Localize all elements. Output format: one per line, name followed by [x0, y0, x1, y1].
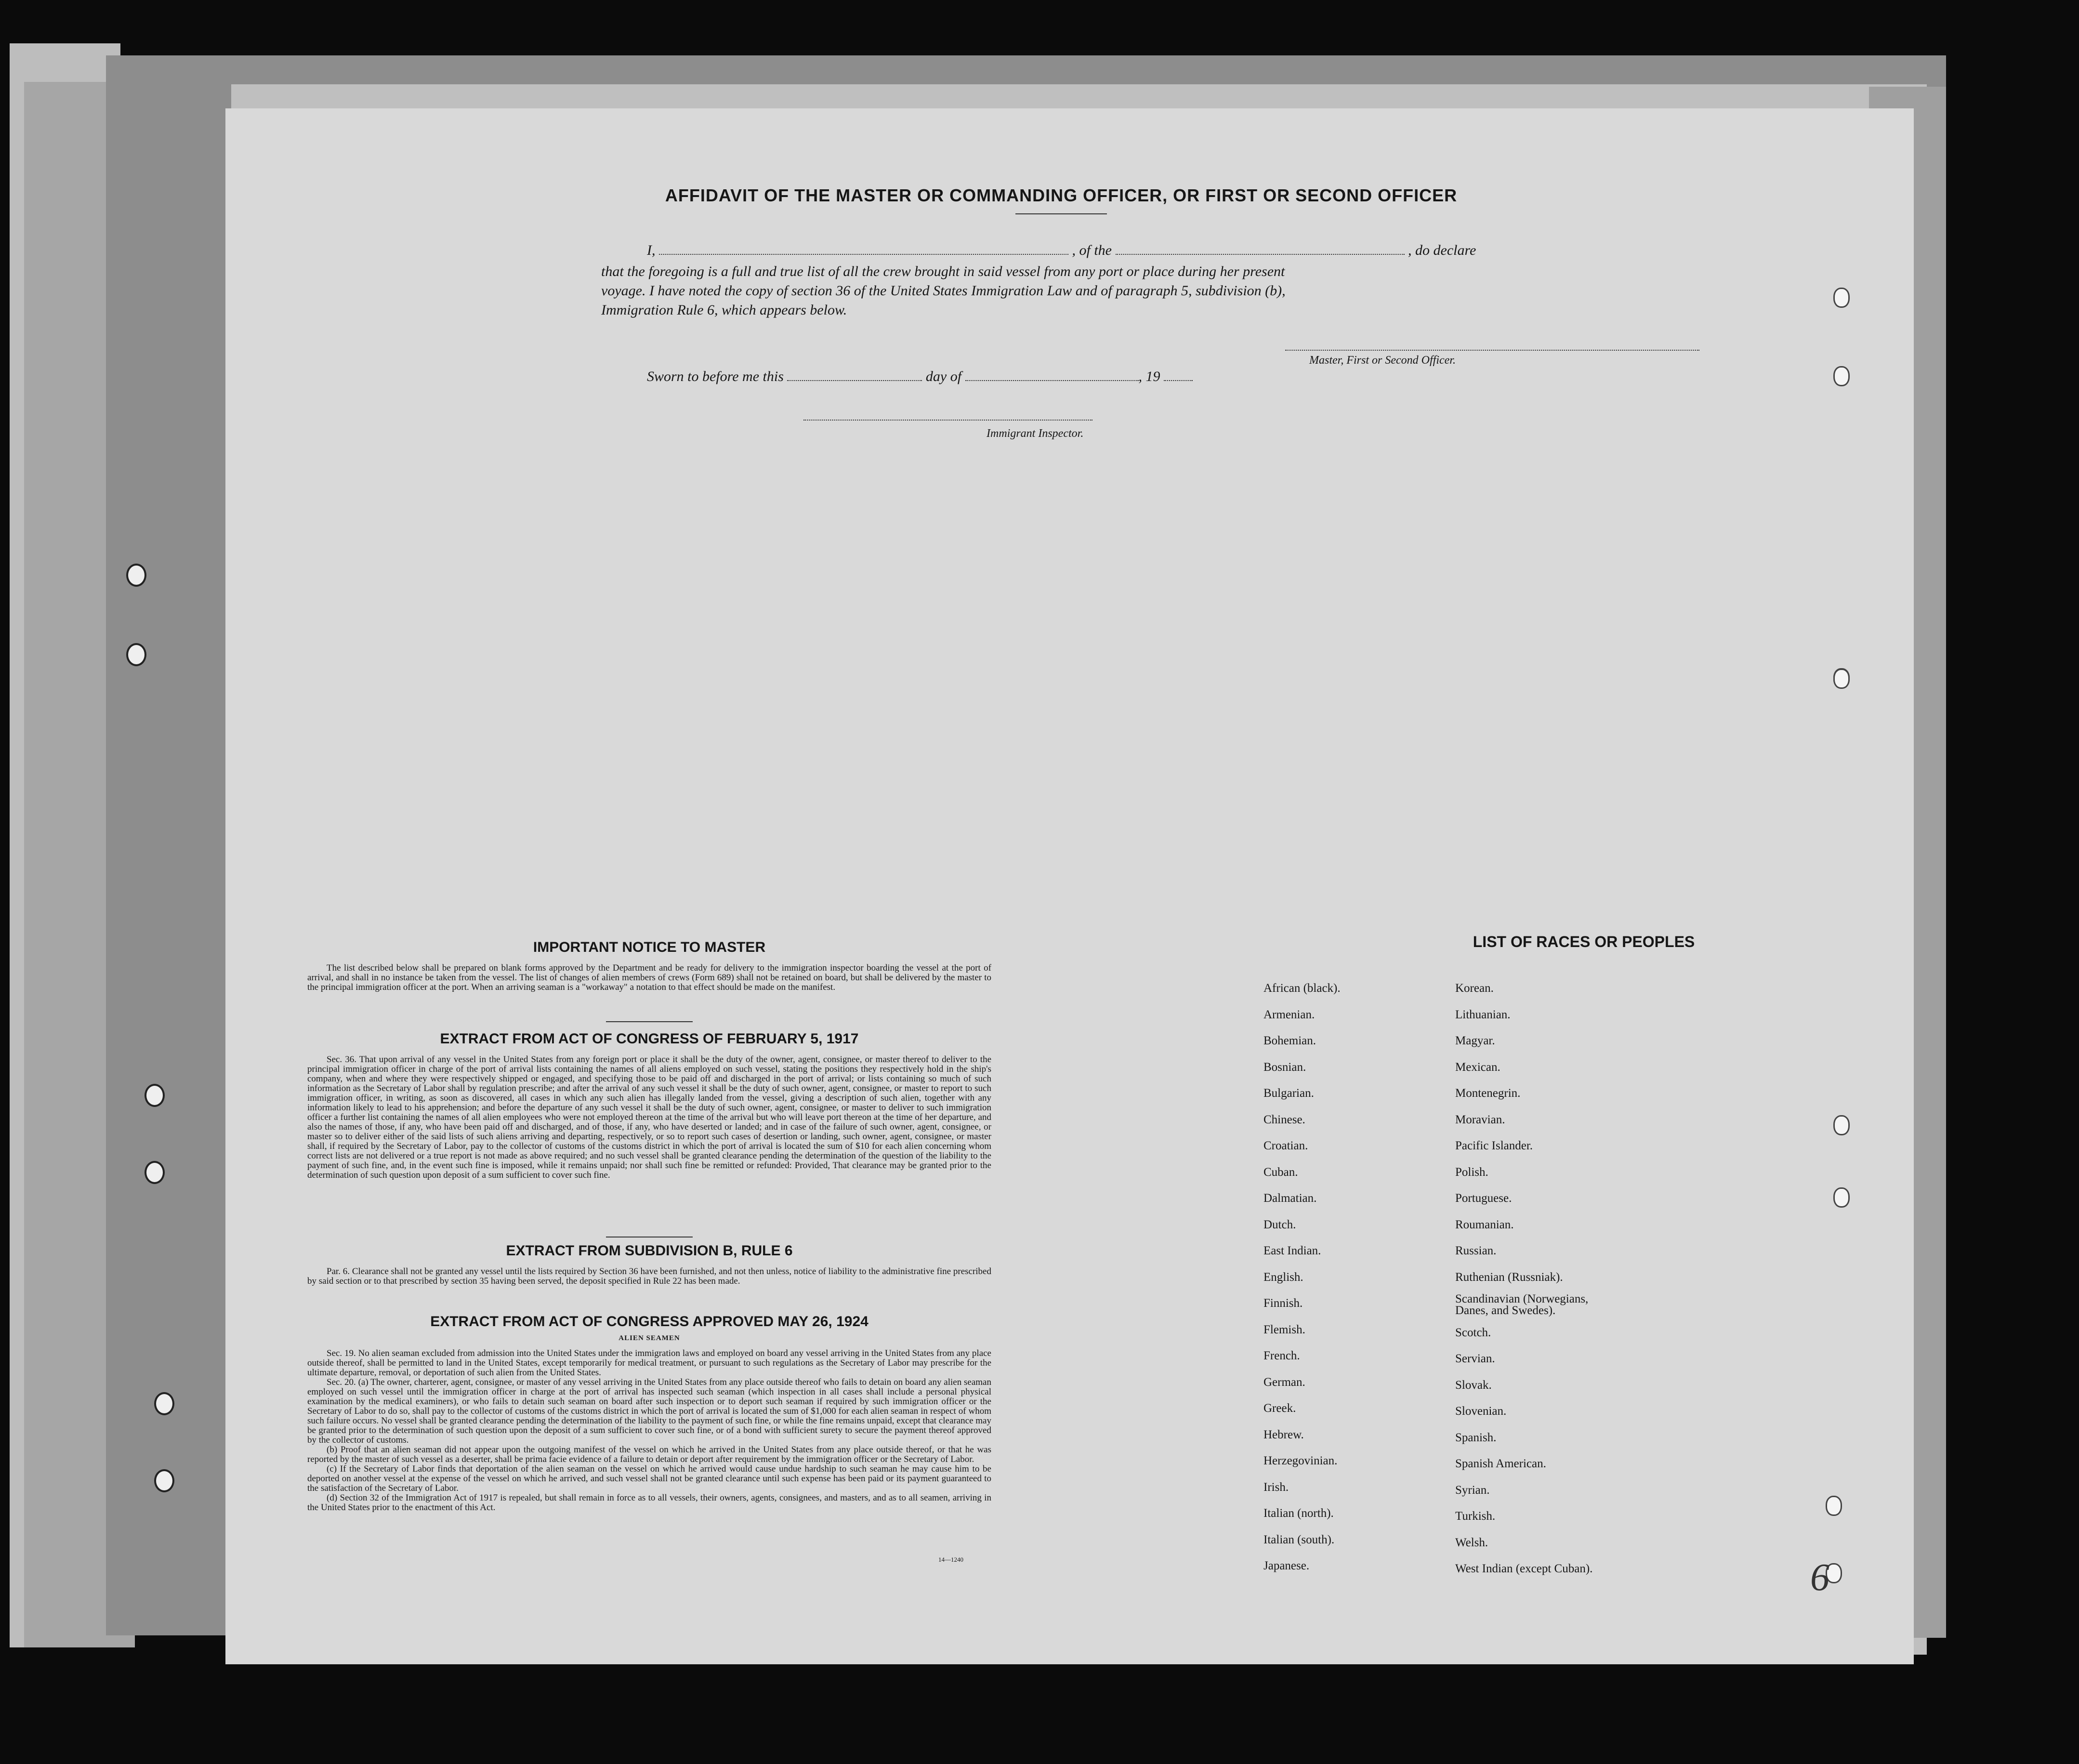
- binder-hole: [154, 1469, 174, 1492]
- sworn-label: Sworn to before me this: [647, 369, 784, 384]
- race-item: Pacific Islander.: [1455, 1139, 1533, 1152]
- binder-hole: [126, 564, 146, 587]
- race-item: Finnish.: [1263, 1297, 1303, 1310]
- race-item: Chinese.: [1263, 1113, 1305, 1126]
- sworn-year: , 19: [1138, 369, 1160, 384]
- race-item: Croatian.: [1263, 1139, 1308, 1152]
- master-signature-field[interactable]: [1285, 349, 1699, 351]
- punch-hole: [1833, 366, 1850, 386]
- race-item: Armenian.: [1263, 1008, 1315, 1021]
- affidavit-line-1: [647, 242, 1476, 259]
- sworn-day-field[interactable]: [787, 380, 922, 381]
- punch-hole: [1833, 669, 1850, 689]
- punch-hole: [1833, 288, 1850, 308]
- master-signature-label: Master, First or Second Officer.: [1309, 354, 1456, 367]
- sworn-line: [647, 369, 1193, 385]
- master-name-field[interactable]: [659, 253, 1068, 255]
- extract-1924-title: EXTRACT FROM ACT OF CONGRESS APPROVED MAY 26, 1924: [430, 1314, 868, 1330]
- race-item: Herzegovinian.: [1263, 1454, 1338, 1467]
- race-item: French.: [1263, 1349, 1300, 1362]
- race-item: Moravian.: [1455, 1113, 1505, 1126]
- section-20b-paragraph: (b) Proof that an alien seaman did not appear upon the outgoing manifest of the vessel on which he arrived in the United States from any place outside thereof, or that he was reported by the master of such vessel as a deserter, shall be prima facie evidence of a failure to detain or deport after requirement by the immigration officer or the Secretary of Labor.: [307, 1445, 991, 1464]
- binder-hole: [154, 1392, 174, 1415]
- handwritten-mark: 6: [1810, 1556, 1829, 1599]
- race-item: Magyar.: [1455, 1034, 1495, 1047]
- race-item: Turkish.: [1455, 1510, 1496, 1523]
- race-item: Dutch.: [1263, 1218, 1296, 1231]
- affidavit-i: I,: [647, 242, 656, 258]
- race-item: Dalmatian.: [1263, 1192, 1317, 1205]
- race-item: Mexican.: [1455, 1060, 1500, 1074]
- vessel-name-field[interactable]: [1116, 253, 1405, 255]
- race-item: Welsh.: [1455, 1536, 1488, 1549]
- affidavit-declare: , do declare: [1408, 242, 1476, 258]
- races-title: LIST OF RACES OR PEOPLES: [1473, 933, 1695, 950]
- affidavit-line-4: Immigration Rule 6, which appears below.: [601, 302, 847, 318]
- extract-1924-text: [307, 1349, 991, 1513]
- race-item: Slovenian.: [1455, 1405, 1507, 1418]
- race-item: Polish.: [1455, 1165, 1488, 1179]
- race-item: Cuban.: [1263, 1165, 1298, 1179]
- race-item: Italian (south).: [1263, 1533, 1335, 1546]
- punch-hole: [1826, 1496, 1842, 1516]
- section-20a-paragraph: Sec. 20. (a) The owner, charterer, agent, consignee, or master of any vessel arriving in the United States from any place outside thereof who fails to detain on board any alien seaman employed on such vessel until the immigration officer in charge at the port of arrival has inspected such seaman (which inspection in all cases shall include a personal physical examination by the medical examiners), or who fails to detain such seaman on board after such inspection or to deport such seaman if required by such immigration officer or the Secretary of Labor to do so, shall pay to the collector of customs of the customs district in which the port of arrival is located the sum of $1,000 for each alien seaman in respect of whom such failure occurs. No vessel shall be granted clearance pending the determination of the liability to the payment of such fine, or while the fine remains unpaid, except that clearance may be granted prior to the determination of such question upon the deposit of a sum sufficient to cover such fine, or of a bond with sufficient surety to secure the payment thereof approved by the collector of customs.: [307, 1377, 991, 1445]
- form-code: 14—1240: [938, 1556, 963, 1563]
- race-item: West Indian (except Cuban).: [1455, 1562, 1593, 1575]
- affidavit-title: AFFIDAVIT OF THE MASTER OR COMMANDING OFFICER, OR FIRST OR SECOND OFFICER: [665, 185, 1458, 205]
- notice-text: The list described below shall be prepared on blank forms approved by the Department and be ready for delivery to the immigration inspector boarding the vessel at the port of arrival, and shall in no instance be taken from the vessel. The list of changes of alien members of crews (Form 689) shall not be retained on board, but shall be delivered by the master to the principal immigration officer at the port. When an arriving seaman is a "workaway" a notation to that effect should be made on the manifest.: [307, 963, 991, 992]
- inspector-label: Immigrant Inspector.: [987, 427, 1084, 440]
- divider: [1015, 213, 1107, 214]
- binder-hole: [145, 1161, 165, 1184]
- race-item: Montenegrin.: [1455, 1087, 1521, 1100]
- race-item: Ruthenian (Russniak).: [1455, 1270, 1563, 1284]
- race-item: Russian.: [1455, 1244, 1497, 1257]
- section-20c-paragraph: (c) If the Secretary of Labor finds that deportation of the alien seaman on the vessel on which he arrived would cause undue hardship to such seaman he may cause him to be deported on another vessel at the expense of the vessel on which he arrived, and such vessel shall not be granted clearance until such expense has been paid or its payment guaranteed to the satisfaction of the Secretary of Labor.: [307, 1464, 991, 1493]
- race-item: Hebrew.: [1263, 1428, 1304, 1441]
- binder-hole: [126, 643, 146, 666]
- form-page: [225, 108, 1914, 1664]
- sworn-month-field[interactable]: [965, 380, 1139, 381]
- notice-title: IMPORTANT NOTICE TO MASTER: [533, 939, 766, 955]
- race-item: Irish.: [1263, 1480, 1289, 1494]
- alien-seamen-subtitle: ALIEN SEAMEN: [618, 1334, 680, 1342]
- sworn-day-of: day of: [925, 369, 962, 384]
- affidavit-line-2: that the foregoing is a full and true list of all the crew brought in said vessel from any port or place during her present: [601, 263, 1285, 279]
- race-item: Korean.: [1455, 982, 1494, 995]
- affidavit-line-3: voyage. I have noted the copy of section 36 of the United States Immigration Law and of paragraph 5, subdivision (b),: [601, 283, 1286, 299]
- race-item: Roumanian.: [1455, 1218, 1514, 1231]
- race-item: Portuguese.: [1455, 1192, 1512, 1205]
- affidavit-of-the: , of the: [1072, 242, 1112, 258]
- race-item: Slovak.: [1455, 1378, 1492, 1392]
- races-column-2: [1455, 975, 1614, 1582]
- punch-hole: [1833, 1115, 1850, 1135]
- race-item: Bohemian.: [1263, 1034, 1316, 1047]
- race-item: Spanish.: [1455, 1431, 1497, 1444]
- race-item: Japanese.: [1263, 1559, 1310, 1572]
- extract-1917-text: Sec. 36. That upon arrival of any vessel in the United States from any foreign port or place it shall be the duty of the owner, agent, consignee, or master thereof to deliver to the principal immigration officer in charge of the port of arrival lists containing the names of all aliens employed on such vessel, stating the positions they respectively hold in the ship's company, when and where they were respectively shipped or engaged, and specifying those to be paid off and discharged in the port of arrival; or lists containing so much of such information as the Secretary of Labor shall by regulation prescribe; and after the arrival of any such vessel it shall be the duty of such owner, agent, consignee, or master to report to such immigration officer, in writing, as soon as discovered, all cases in which any such alien has illegally landed from the vessel, giving a description of such alien, together with any information likely to lead to his apprehension; and before the departure of any such vessel it shall be the duty of such owner, agent, consignee, or master to deliver to such immigration officer a further list containing the names of all alien employees who were not employed thereon at the time of the arrival but who will leave port thereon at the time of her departure, and also the names of those, if any, who have been paid off and discharged, and of those, if any, who have deserted or landed; and in case of the failure of such owner, agent, consignee, or master so to deliver either of the said lists of such aliens arriving and departing, respectively, or so to report such cases of desertion or landing, such owner, agent, consignee, or master shall, if required by the Secretary of Labor, pay to the collector of customs of the customs district in which the port of arrival is located the sum of $10 for each alien concerning whom correct lists are not delivered or a true report is not made as above required; and no such vessel shall be granted clearance pending the determination of the question of the liability to the payment of such fine, and, in the event such fine is imposed, while it remains unpaid; nor shall such fine be remitted or refunded: Provided, That clearance may be granted prior to the determination of such question upon deposit of a sum sufficient to cover such fine.: [307, 1054, 991, 1180]
- extract-rule6-title: EXTRACT FROM SUBDIVISION B, RULE 6: [506, 1243, 793, 1259]
- race-item: Scotch.: [1455, 1326, 1491, 1339]
- race-item: Bosnian.: [1263, 1060, 1306, 1074]
- punch-hole: [1833, 1187, 1850, 1208]
- race-item: Italian (north).: [1263, 1507, 1334, 1520]
- race-item: German.: [1263, 1375, 1305, 1389]
- inspector-signature-field[interactable]: [803, 419, 1092, 421]
- race-item: Lithuanian.: [1455, 1008, 1511, 1021]
- divider: [606, 1021, 693, 1022]
- sworn-year-field[interactable]: [1164, 380, 1193, 381]
- race-item: Flemish.: [1263, 1323, 1305, 1336]
- binder-hole: [145, 1084, 165, 1107]
- extract-rule6-text: Par. 6. Clearance shall not be granted any vessel until the lists required by Section 36 have been furnished, and not then unless, notice of liability to the administrative fine prescribed by said section or to that prescribed by section 35 having been served, the deposit specified in Rule 22 has been made.: [307, 1266, 991, 1286]
- section-19-paragraph: Sec. 19. No alien seaman excluded from admission into the United States under the immigration laws and employed on board any vessel arriving in the United States from any place outside thereof, shall be permitted to land in the United States, except temporarily for medical treatment, or pursuant to such regulations as the Secretary of Labor may prescribe for the ultimate departure, removal, or deportation of such alien from the United States.: [307, 1348, 991, 1378]
- race-item: Syrian.: [1455, 1483, 1490, 1497]
- race-item: English.: [1263, 1270, 1303, 1284]
- race-item: Spanish American.: [1455, 1457, 1546, 1470]
- race-item: Bulgarian.: [1263, 1087, 1314, 1100]
- race-item: Servian.: [1455, 1352, 1495, 1365]
- race-item: Scandinavian (Norwegians, Danes, and Swedes).: [1455, 1292, 1589, 1317]
- race-item: African (black).: [1263, 982, 1341, 995]
- races-column-1: [1263, 975, 1341, 1580]
- race-item: East Indian.: [1263, 1244, 1321, 1257]
- section-20d-paragraph: (d) Section 32 of the Immigration Act of 1917 is repealed, but shall remain in force as to all vessels, their owners, agents, consignees, and masters, and as to all seamen, arriving in the United States prior to the enactment of this Act.: [307, 1493, 991, 1513]
- race-item: Greek.: [1263, 1402, 1296, 1415]
- extract-1917-title: EXTRACT FROM ACT OF CONGRESS OF FEBRUARY 5, 1917: [440, 1031, 859, 1047]
